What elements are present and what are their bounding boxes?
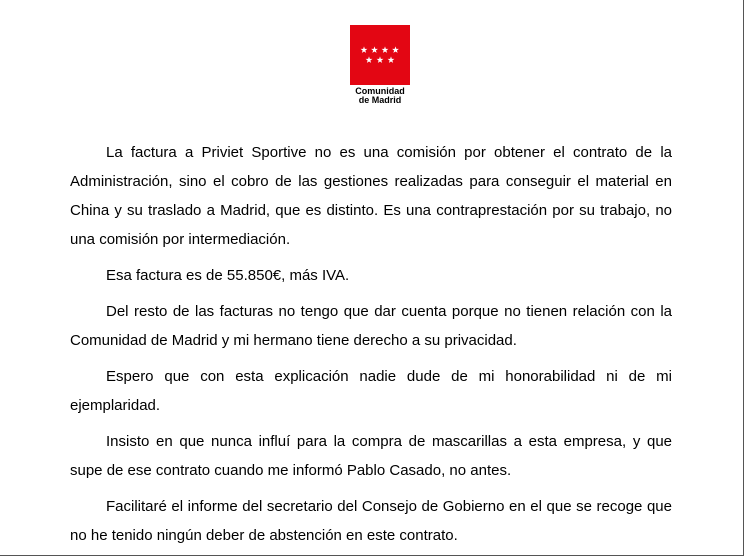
logo-wordmark [350, 87, 410, 105]
paragraph-report: Facilitaré el informe del secretario del Consejo de Gobierno en el que se recoge que no he tenido ningún deber de abstención en este contrato. [70, 498, 672, 544]
statement-body [70, 138, 672, 557]
paragraph-honorability: Espero que con esta explicación nadie dude de mi honorabilidad ni de mi ejemplaridad. [70, 368, 672, 414]
comunidad-de-madrid-logo [350, 25, 410, 105]
paragraph-invoice-explanation: La factura a Priviet Sportive no es una comisión por obtener el contrato de la Administración, sino el cobro de las gestiones realizadas para conseguir el material en China y su traslado a Madrid, que es distinto. Es una contraprestación por su trabajo, no una comisión por intermediación. [70, 144, 672, 248]
logo-red-square [350, 25, 410, 85]
paragraph-other-invoices: Del resto de las facturas no tengo que dar cuenta porque no tienen relación con la Comunidad de Madrid y mi hermano tiene derecho a su privacidad. [70, 303, 672, 349]
paragraph-no-influence: Insisto en que nunca influí para la compra de mascarillas a esta empresa, y que supe de ese contrato cuando me informó Pablo Casado, no antes. [70, 433, 672, 479]
paragraph-invoice-amount: Esa factura es de 55.850€, más IVA. [106, 267, 350, 284]
logo-text-line2: de Madrid [358, 95, 402, 105]
seven-stars-icon [356, 43, 404, 67]
logo-text-line1: Comunidad [355, 86, 405, 96]
